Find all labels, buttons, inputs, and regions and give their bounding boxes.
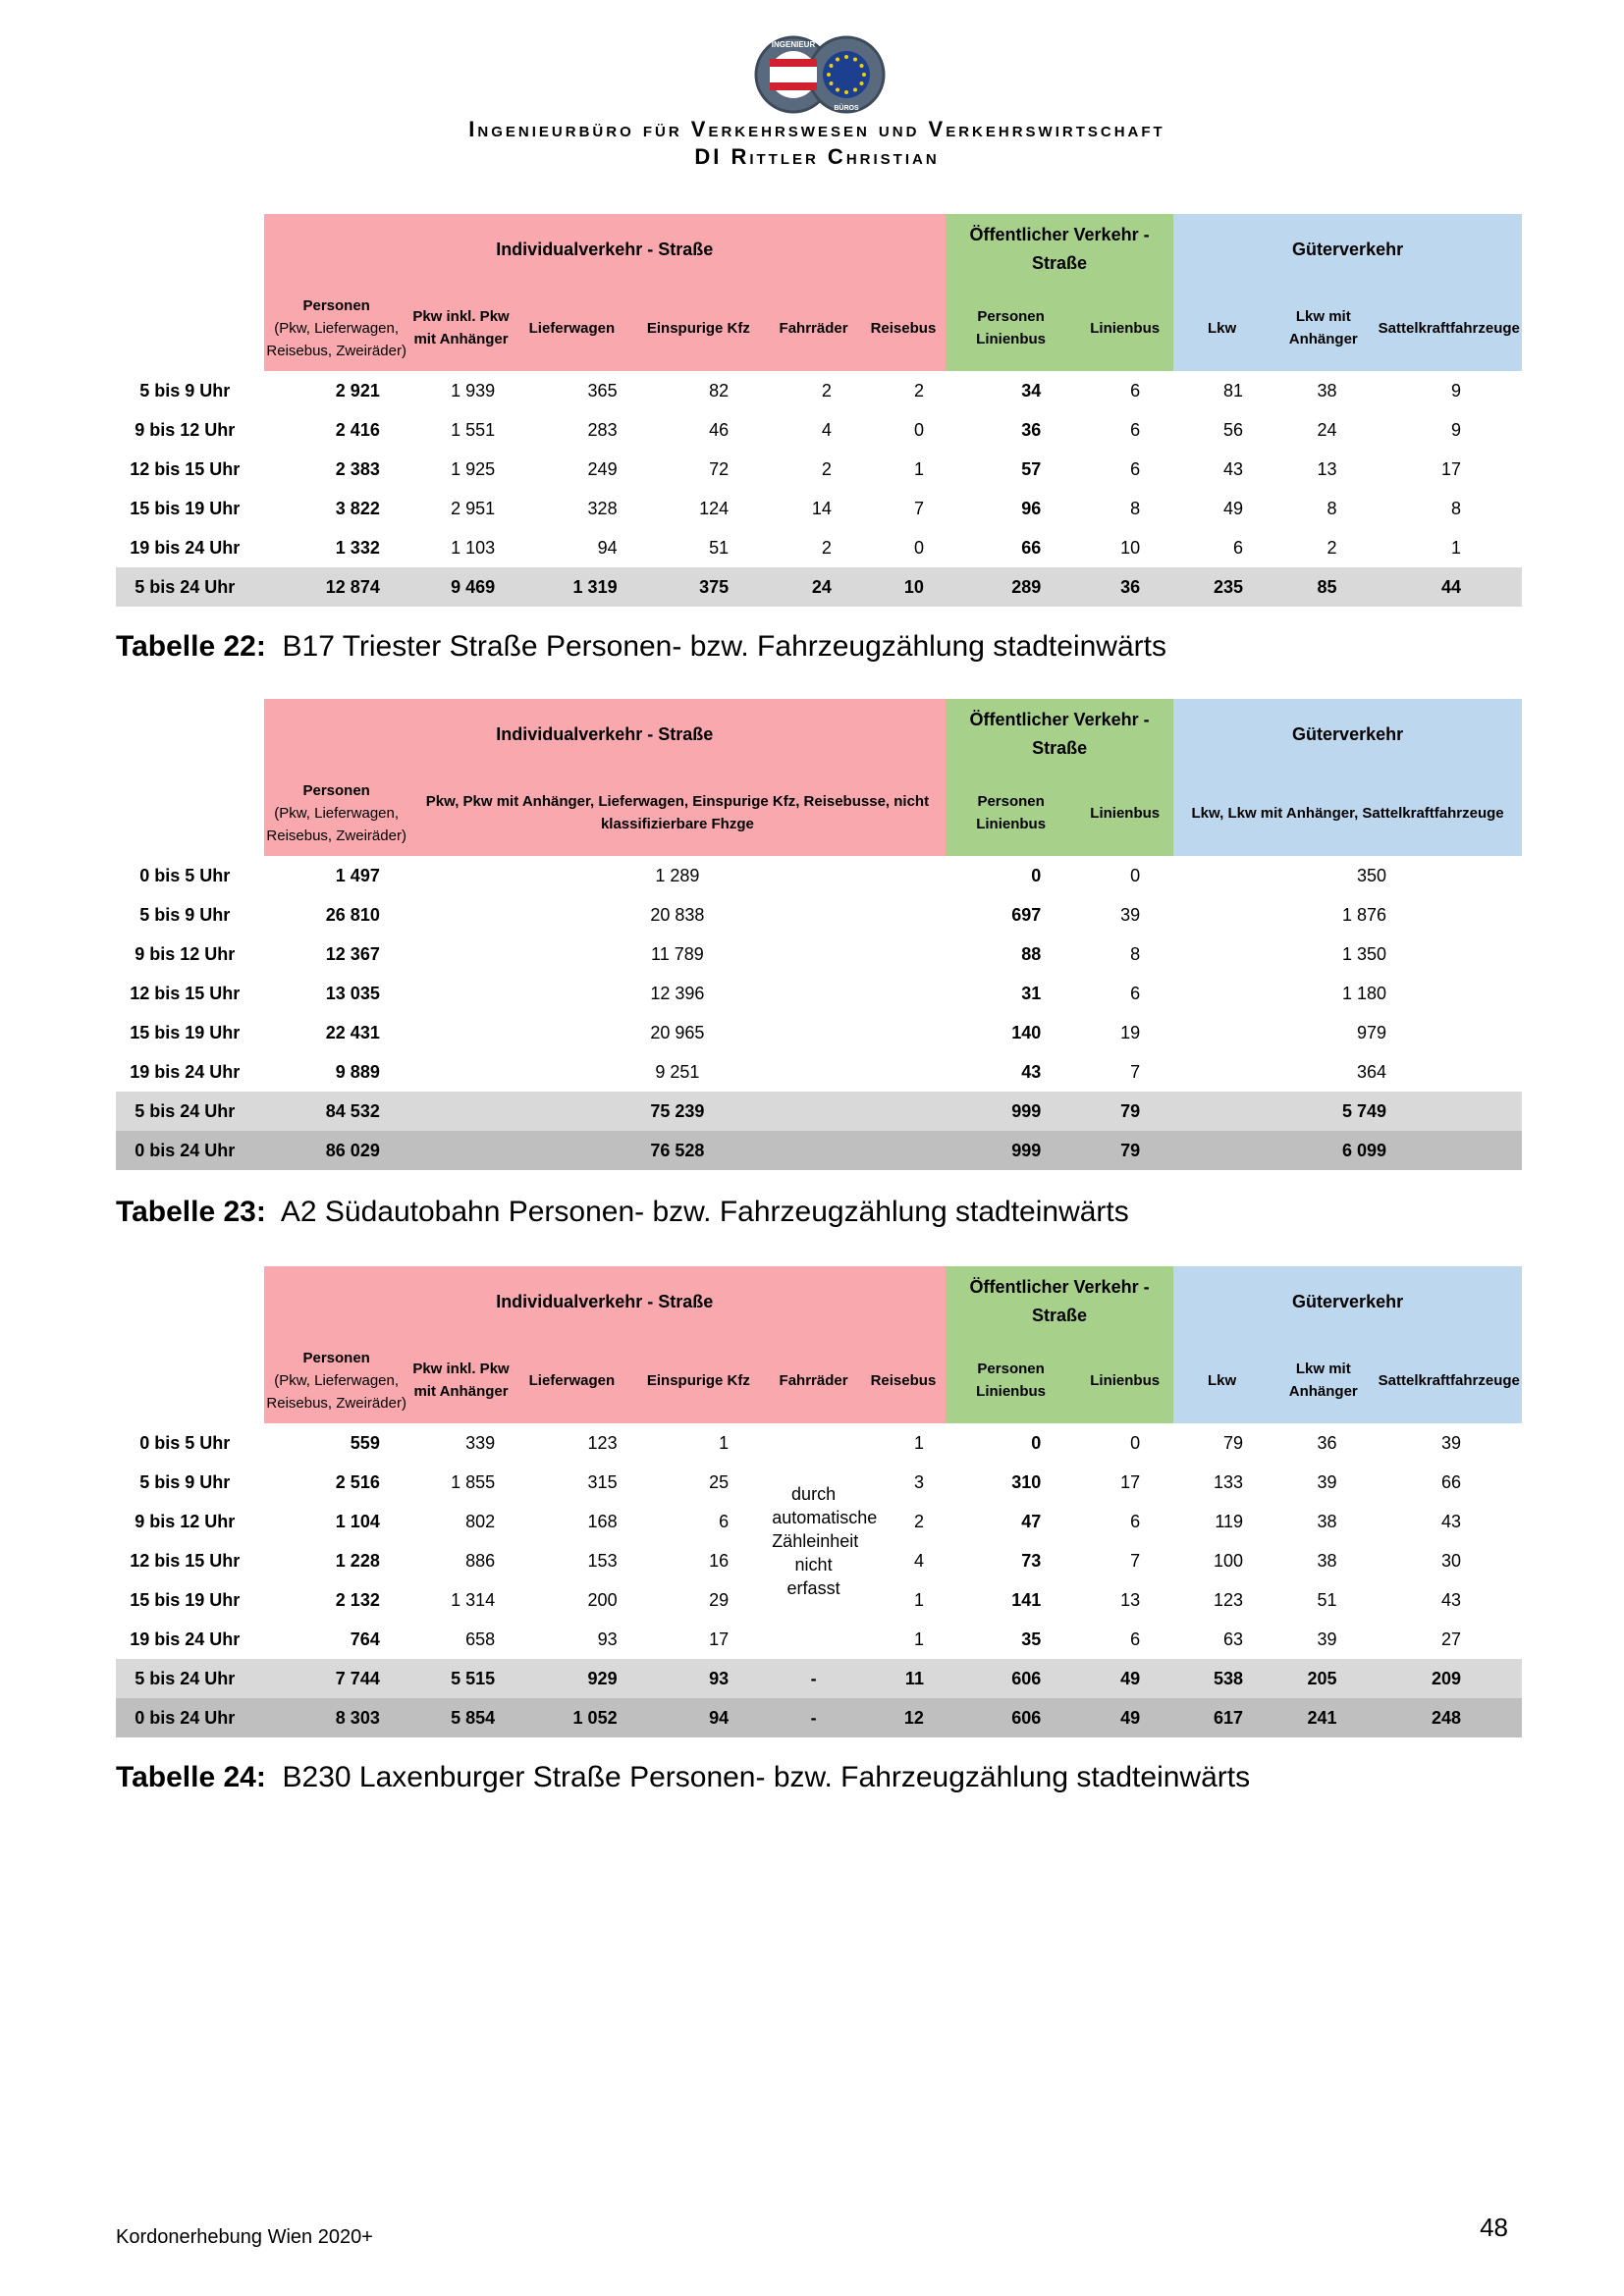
cell: 1 551 (451, 419, 496, 440)
cell: 6 (1130, 458, 1141, 479)
cell: 2 (1326, 537, 1337, 558)
cell: 6 (1130, 380, 1141, 400)
row-label: 5 bis 9 Uhr (139, 904, 231, 925)
cell: - (766, 1698, 861, 1737)
header-line-1: Ingenieurbüro für Verkehrswesen und Verkehrswirtschaft (468, 117, 1165, 141)
header-line-2: DI Rittler Christian (694, 144, 940, 169)
cell: 14 (811, 498, 832, 518)
cell: 2 416 (335, 419, 380, 440)
cell: 34 (1021, 380, 1042, 400)
row-label: 5 bis 24 Uhr (116, 1092, 264, 1131)
cell: 375 (631, 567, 767, 607)
cell: 315 (587, 1471, 618, 1492)
cell: 1 228 (335, 1550, 380, 1571)
row-label: 19 bis 24 Uhr (130, 1061, 241, 1082)
cell: 2 383 (335, 458, 380, 479)
table-row (116, 934, 1522, 974)
cell: 6 (1233, 537, 1244, 558)
row-label: 15 bis 19 Uhr (130, 1022, 241, 1042)
table-24 (116, 1266, 1522, 1737)
cell: 93 (631, 1659, 767, 1698)
cell: 63 (1223, 1629, 1244, 1649)
cell: 7 744 (264, 1659, 409, 1698)
col-personen: Personen (Pkw, Lieferwagen, Reisebus, Zweiräder) (264, 285, 409, 371)
row-label: 0 bis 5 Uhr (139, 865, 231, 885)
table-row (116, 1423, 1522, 1463)
cell: 123 (1213, 1589, 1244, 1610)
cell: 0 (1031, 865, 1042, 885)
cell: 538 (1173, 1659, 1271, 1698)
row-label: 5 bis 24 Uhr (116, 567, 264, 607)
col-lieferwagen: Lieferwagen (513, 285, 630, 371)
row-label: 19 bis 24 Uhr (130, 1629, 241, 1649)
table-row (116, 410, 1522, 450)
cell: 94 (631, 1698, 767, 1737)
row-label: 5 bis 9 Uhr (139, 380, 231, 400)
cell: 606 (946, 1659, 1076, 1698)
col-combined-individual: Pkw, Pkw mit Anhänger, Lieferwagen, Einspurige Kfz, Reisebusse, nicht klassifizierbare Fhzge (409, 770, 946, 856)
cell: 559 (350, 1432, 380, 1453)
col-personen-linienbus: Personen Linienbus (946, 1337, 1076, 1423)
cell: 119 (1215, 1511, 1244, 1531)
cell: - (766, 1659, 861, 1698)
cell: 6 (719, 1511, 730, 1531)
row-label: 0 bis 5 Uhr (139, 1432, 231, 1453)
cell: 2 951 (451, 498, 496, 518)
row-label: 5 bis 24 Uhr (116, 1659, 264, 1698)
table-row (116, 371, 1522, 410)
cell: 43 (1223, 458, 1244, 479)
cell: 9 469 (409, 567, 513, 607)
page-number: 48 (1480, 2213, 1508, 2242)
cell: 697 (1011, 904, 1042, 925)
col-fahrraeder: Fahrräder (766, 285, 861, 371)
cell: 31 (1021, 983, 1042, 1003)
cell: 86 029 (264, 1131, 409, 1170)
cell: 10 (1120, 537, 1141, 558)
col-lkw: Lkw (1173, 1337, 1271, 1423)
cell: 2 921 (335, 380, 380, 400)
col-pkw: Pkw inkl. Pkw mit Anhänger (409, 1337, 513, 1423)
cell: 66 (1021, 537, 1042, 558)
cell: 0 (1130, 1432, 1141, 1453)
cell: 13 (1120, 1589, 1141, 1610)
cell: 11 (861, 1659, 946, 1698)
cell: 3 822 (335, 498, 380, 518)
cell: 764 (350, 1629, 380, 1649)
cell: 364 (1356, 1061, 1386, 1082)
cell: 39 (1120, 904, 1141, 925)
cell: 81 (1223, 380, 1244, 400)
cell: 39 (1317, 1629, 1337, 1649)
cell: 5 854 (409, 1698, 513, 1737)
cell: 200 (587, 1589, 618, 1610)
cell: 39 (1440, 1432, 1461, 1453)
cell: 1 939 (451, 380, 496, 400)
cell: 1 319 (513, 567, 630, 607)
cell: 350 (1356, 865, 1386, 885)
row-label: 9 bis 12 Uhr (135, 419, 236, 440)
cell: 30 (1440, 1550, 1461, 1571)
cell: 1 876 (1341, 904, 1386, 925)
table-22 (116, 214, 1522, 607)
col-einspurige: Einspurige Kfz (631, 1337, 767, 1423)
cell: 2 (913, 380, 924, 400)
row-label: 15 bis 19 Uhr (130, 1589, 241, 1610)
col-einspurige: Einspurige Kfz (631, 285, 767, 371)
cell: 929 (513, 1659, 630, 1698)
cell: 153 (587, 1550, 618, 1571)
cell: 12 396 (650, 983, 705, 1003)
cell: 17 (1440, 458, 1461, 479)
total-row (116, 1131, 1522, 1170)
cell: 1 (719, 1432, 730, 1453)
total-row (116, 567, 1522, 607)
cell: 88 (1021, 943, 1042, 964)
cell: 79 (1223, 1432, 1244, 1453)
cell: 8 (1450, 498, 1461, 518)
table-row (116, 856, 1522, 895)
footer-title: Kordonerhebung Wien 2020+ (116, 2226, 373, 2248)
cell: 36 (1317, 1432, 1337, 1453)
cell: 8 (1326, 498, 1337, 518)
cell: 96 (1021, 498, 1042, 518)
cell: 283 (587, 419, 618, 440)
cell: 209 (1377, 1659, 1522, 1698)
cell: 205 (1271, 1659, 1377, 1698)
cell: 43 (1021, 1061, 1042, 1082)
col-personen-linienbus: Personen Linienbus (946, 770, 1076, 856)
cell: 2 (913, 1511, 924, 1531)
col-sattel: Sattelkraftfahrzeuge (1377, 1337, 1522, 1423)
col-reisebus: Reisebus (861, 285, 946, 371)
group-public: Öffentlicher Verkehr - Straße (946, 214, 1173, 285)
group-individual: Individualverkehr - Straße (264, 699, 946, 770)
cell: 84 532 (264, 1092, 409, 1131)
cell: 57 (1021, 458, 1042, 479)
cell: 0 (1031, 1432, 1042, 1453)
total-row (116, 1659, 1522, 1698)
cell: 606 (946, 1698, 1076, 1737)
cell: 133 (1213, 1471, 1244, 1492)
cell: 13 035 (325, 983, 380, 1003)
group-individual: Individualverkehr - Straße (264, 1266, 946, 1337)
logo-bottom-text: BÜROS (834, 105, 859, 112)
cell: 5 749 (1173, 1092, 1522, 1131)
row-label: 9 bis 12 Uhr (135, 1511, 236, 1531)
cell: 658 (465, 1629, 496, 1649)
cell: 38 (1317, 1511, 1337, 1531)
cell: 26 810 (325, 904, 380, 925)
row-label: 19 bis 24 Uhr (130, 537, 241, 558)
cell: 8 (1130, 943, 1141, 964)
cell: 365 (587, 380, 618, 400)
cell: 328 (587, 498, 618, 518)
cell: 124 (699, 498, 730, 518)
cell: 35 (1021, 1629, 1042, 1649)
cell: 39 (1317, 1471, 1337, 1492)
col-pkw: Pkw inkl. Pkw mit Anhänger (409, 285, 513, 371)
cell: 24 (1317, 419, 1337, 440)
cell: 6 (1130, 1511, 1141, 1531)
cell: 12 367 (325, 943, 380, 964)
table-row (116, 895, 1522, 934)
cell: 49 (1076, 1659, 1173, 1698)
cell: 123 (587, 1432, 618, 1453)
row-label: 0 bis 24 Uhr (116, 1698, 264, 1737)
cell: 140 (1011, 1022, 1042, 1042)
cell: 22 431 (325, 1022, 380, 1042)
col-personen: Personen (Pkw, Lieferwagen, Reisebus, Zweiräder) (264, 770, 409, 856)
group-public: Öffentlicher Verkehr - Straße (946, 1266, 1173, 1337)
cell: 79 (1076, 1131, 1173, 1170)
total-row (116, 1698, 1522, 1737)
cell: 3 (913, 1471, 924, 1492)
cell: 0 (913, 419, 924, 440)
cell: 73 (1021, 1550, 1042, 1571)
cell: 46 (709, 419, 730, 440)
cell: 1 103 (451, 537, 496, 558)
cell: 75 239 (409, 1092, 946, 1131)
caption-table-24: Tabelle 24: B230 Laxenburger Straße Personen- bzw. Fahrzeugzählung stadteinwärts (116, 1761, 1251, 1793)
col-personen-linienbus: Personen Linienbus (946, 285, 1076, 371)
cell: 56 (1223, 419, 1244, 440)
cell: 12 874 (264, 567, 409, 607)
cell: 25 (709, 1471, 730, 1492)
cell: 8 303 (264, 1698, 409, 1737)
cell: 51 (1317, 1589, 1337, 1610)
cell: 979 (1356, 1022, 1386, 1042)
cell: 6 (1130, 983, 1141, 1003)
cell: 1 (1450, 537, 1461, 558)
row-label: 12 bis 15 Uhr (130, 458, 241, 479)
cell: 6 (1130, 1629, 1141, 1649)
cell: 7 (1130, 1550, 1141, 1571)
cell: 2 (821, 380, 832, 400)
cell: 17 (709, 1629, 730, 1649)
cell: 10 (861, 567, 946, 607)
col-lkw: Lkw (1173, 285, 1271, 371)
cell: 20 965 (650, 1022, 705, 1042)
cell: 2 516 (335, 1471, 380, 1492)
cell: 49 (1076, 1698, 1173, 1737)
cell: 617 (1173, 1698, 1271, 1737)
cell: 886 (465, 1550, 496, 1571)
cell: 19 (1120, 1022, 1141, 1042)
col-linienbus: Linienbus (1076, 1337, 1173, 1423)
header-title (0, 116, 1624, 171)
cell: 235 (1173, 567, 1271, 607)
cell: 38 (1317, 380, 1337, 400)
cell: 1 104 (335, 1511, 380, 1531)
fahrraeder-note: durch automatische Zähleinheit nicht erfasst (772, 1484, 878, 1598)
cell: 43 (1440, 1589, 1461, 1610)
caption-table-23: Tabelle 23: A2 Südautobahn Personen- bzw. Fahrzeugzählung stadteinwärts (116, 1196, 1129, 1228)
row-label: 15 bis 19 Uhr (130, 498, 241, 518)
cell: 36 (1021, 419, 1042, 440)
table-row (116, 528, 1522, 567)
table-23 (116, 699, 1522, 1170)
company-logo (746, 33, 893, 116)
cell: 1 052 (513, 1698, 630, 1737)
cell: 82 (709, 380, 730, 400)
cell: 20 838 (650, 904, 705, 925)
group-freight: Güterverkehr (1173, 699, 1522, 770)
cell: 49 (1223, 498, 1244, 518)
cell: 76 528 (409, 1131, 946, 1170)
cell: 168 (587, 1511, 618, 1531)
cell: 93 (597, 1629, 618, 1649)
cell: 11 789 (651, 943, 704, 964)
col-fahrraeder: Fahrräder (766, 1337, 861, 1423)
table-row (116, 1052, 1522, 1092)
cell: 802 (465, 1511, 496, 1531)
table-row (116, 450, 1522, 489)
cell: 9 (1450, 380, 1461, 400)
cell: 289 (946, 567, 1076, 607)
cell: 249 (587, 458, 618, 479)
cell: 4 (821, 419, 832, 440)
cell: 9 889 (335, 1061, 380, 1082)
cell: 6 099 (1173, 1131, 1522, 1170)
cell: 66 (1440, 1471, 1461, 1492)
cell: 339 (465, 1432, 496, 1453)
caption-table-22: Tabelle 22: B17 Triester Straße Personen- bzw. Fahrzeugzählung stadteinwärts (116, 630, 1166, 663)
cell: 17 (1120, 1471, 1141, 1492)
cell: 6 (1130, 419, 1141, 440)
col-reisebus: Reisebus (861, 1337, 946, 1423)
cell: 16 (709, 1550, 730, 1571)
cell: 44 (1377, 567, 1522, 607)
col-sattel: Sattelkraftfahrzeuge (1377, 285, 1522, 371)
cell: 999 (946, 1131, 1076, 1170)
cell: 27 (1440, 1629, 1461, 1649)
logo-top-text: INGENIEUR (771, 40, 816, 49)
cell: 248 (1377, 1698, 1522, 1737)
cell: 999 (946, 1092, 1076, 1131)
group-freight: Güterverkehr (1173, 1266, 1522, 1337)
cell: 4 (913, 1550, 924, 1571)
cell: 7 (1130, 1061, 1141, 1082)
col-lkw-anhaenger: Lkw mit Anhänger (1271, 285, 1377, 371)
cell: 5 515 (409, 1659, 513, 1698)
cell: 141 (1011, 1589, 1042, 1610)
cell: 12 (861, 1698, 946, 1737)
cell: 43 (1440, 1511, 1461, 1531)
row-label: 12 bis 15 Uhr (130, 1550, 241, 1571)
cell: 29 (709, 1589, 730, 1610)
group-individual: Individualverkehr - Straße (264, 214, 946, 285)
cell: 1 (913, 1589, 924, 1610)
cell: 2 (821, 458, 832, 479)
cell: 1 350 (1341, 943, 1386, 964)
cell: 0 (1130, 865, 1141, 885)
cell: 79 (1076, 1092, 1173, 1131)
col-linienbus: Linienbus (1076, 285, 1173, 371)
cell: 1 925 (451, 458, 496, 479)
cell: 47 (1021, 1511, 1042, 1531)
col-lkw-anhaenger: Lkw mit Anhänger (1271, 1337, 1377, 1423)
row-label: 0 bis 24 Uhr (116, 1131, 264, 1170)
table-row (116, 974, 1522, 1013)
cell: 1 (913, 458, 924, 479)
cell: 85 (1271, 567, 1377, 607)
col-lieferwagen: Lieferwagen (513, 1337, 630, 1423)
cell: 1 314 (451, 1589, 496, 1610)
table-row (116, 489, 1522, 528)
cell: 1 332 (335, 537, 380, 558)
cell: 100 (1213, 1550, 1244, 1571)
cell: 1 855 (451, 1471, 496, 1492)
cell: 9 (1450, 419, 1461, 440)
row-label: 12 bis 15 Uhr (130, 983, 241, 1003)
table-row (116, 1013, 1522, 1052)
cell: 1 289 (655, 865, 700, 885)
cell: 8 (1130, 498, 1141, 518)
cell: 0 (913, 537, 924, 558)
cell: 72 (709, 458, 730, 479)
group-freight: Güterverkehr (1173, 214, 1522, 285)
cell: 38 (1317, 1550, 1337, 1571)
col-combined-freight: Lkw, Lkw mit Anhänger, Sattelkraftfahrzeuge (1173, 770, 1522, 856)
cell: 1 180 (1341, 983, 1386, 1003)
cell: 1 (913, 1629, 924, 1649)
col-linienbus: Linienbus (1076, 770, 1173, 856)
group-public: Öffentlicher Verkehr - Straße (946, 699, 1173, 770)
cell: 2 (821, 537, 832, 558)
cell: 94 (597, 537, 618, 558)
cell: 36 (1076, 567, 1173, 607)
cell: 24 (766, 567, 861, 607)
cell: 7 (913, 498, 924, 518)
cell: 2 132 (335, 1589, 380, 1610)
col-personen: Personen (Pkw, Lieferwagen, Reisebus, Zweiräder) (264, 1337, 409, 1423)
row-label: 5 bis 9 Uhr (139, 1471, 231, 1492)
cell: 51 (709, 537, 730, 558)
cell: 1 (913, 1432, 924, 1453)
cell: 9 251 (655, 1061, 700, 1082)
total-row (116, 1092, 1522, 1131)
cell: 1 497 (335, 865, 380, 885)
cell: 310 (1011, 1471, 1042, 1492)
cell: 13 (1317, 458, 1337, 479)
cell: 241 (1271, 1698, 1377, 1737)
row-label: 9 bis 12 Uhr (135, 943, 236, 964)
